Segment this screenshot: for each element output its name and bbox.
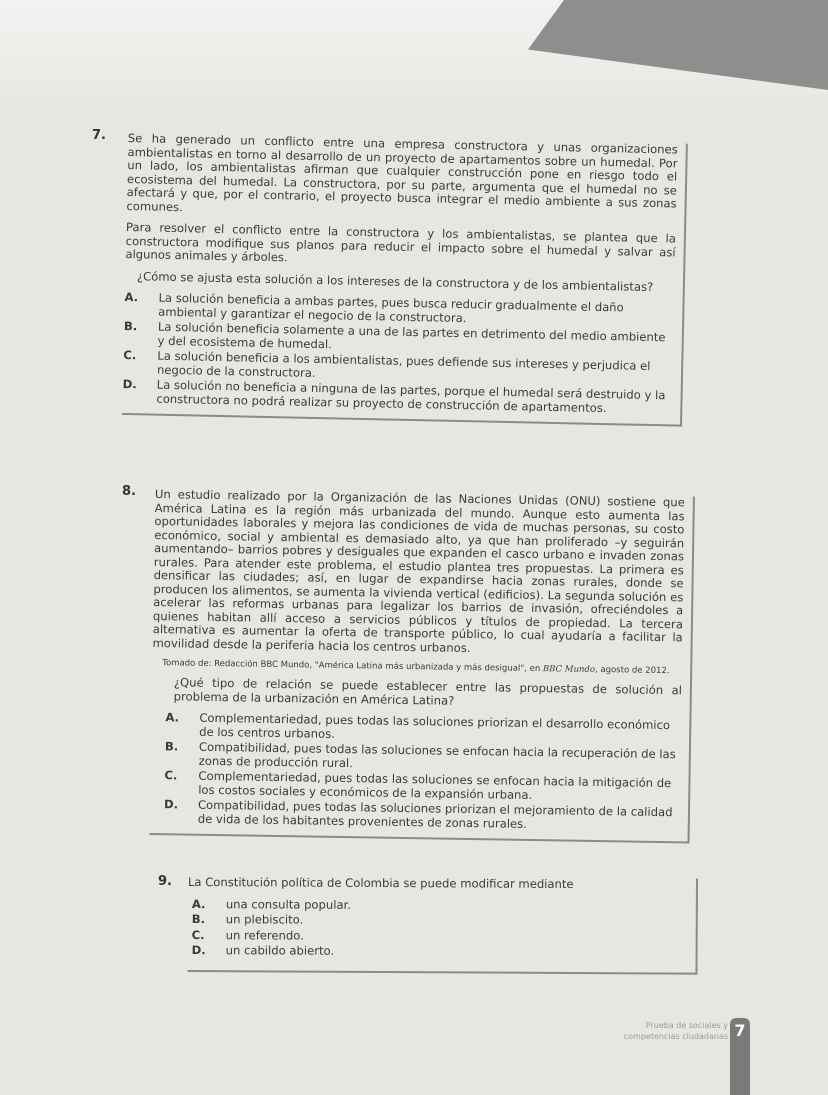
question-9-prompt: La Constitución política de Colombia se puede modificar mediante (187, 875, 574, 892)
option-text: La solución beneficia solamente a una de las partes en detrimento del medio ambiente y del ecosistema de humedal. (157, 319, 666, 351)
option-letter: B. (191, 912, 206, 927)
option-text: Complementariedad, pues todas las soluciones priorizan el desarrollo económico de los centros urbanos. (199, 710, 671, 741)
source-publication: BBC Mundo (542, 664, 596, 675)
question-8-prompt: ¿Qué tipo de relación se puede establecer entre las propuestas de solución al problema de la urbanización en América Latina? (173, 675, 682, 708)
option-text: una consulta popular. (225, 896, 352, 912)
option-letter: A. (124, 289, 139, 305)
question-9 (187, 876, 697, 974)
option-letter: D. (122, 376, 137, 392)
option-letter: D. (163, 797, 179, 812)
option-letter: A. (165, 710, 180, 725)
question-8-paragraph: Un estudio realizado por la Organización de las Naciones Unidas (ONU) sostiene que América Latina es la región más urbanizada del mundo. Aunque esto aumenta las oportunidades laborales y mejora las condiciones de vida de muchas personas, su costo económico, social y ambiental es demasiado alto, ya que han proliferado –y seguirán aumentando– barrios pobres y desiguales que expanden el casco urbano e invaden zonas rurales. Para atender este problema, el estudio plantea tres propuestas. La primera es densificar las ciudades; así, en lugar de expandirse hacia zonas rurales, donde se producen los alimentos, se aumenta la vivienda vertical (edificios). La segunda solución es acelerar las reformas urbanas para legalizar los barrios de invasión, ofreciéndoles a quienes habitan allí acceso a servicios públicos y títulos de propiedad. La tercera alternativa es aumentar la oferta de transporte público, lo cual ayudaría a facilitar la movilidad desde la periferia hacia los centros urbanos. (152, 487, 685, 655)
option-letter: C. (191, 927, 205, 942)
question-7-prompt: ¿Cómo se ajusta esta solución a los intereses de la constructora y de los ambientalistas? (136, 268, 654, 294)
question-7 (122, 132, 688, 427)
question-8 (150, 488, 695, 843)
question-7-paragraph: Para resolver el conflicto entre la constructora y los ambientalistas, se plantea que la constructora modifique sus planos para reducir el impacto sobre el humedal y salvar así algunos animales y árboles. (125, 219, 677, 265)
option-letter: C. (164, 768, 178, 783)
question-7-number: 7. (92, 128, 106, 143)
option-text: La solución beneficia a los ambientalistas, pues defiende sus intereses y perjudica el negocio de la constructora. (156, 348, 651, 380)
question-7-paragraph: Se ha generado un conflicto entre una empresa constructora y unas organizaciones ambientalistas en torno al desarrollo de un proyecto de apartamentos sobre un humedal. Por un lado, los ambientalistas afirman que cualquier construcción pone en riesgo todo el ecosistema del humedal. La constructora, por su parte, argumenta que el humedal no se afectará y que, por el contrario, el proyecto busca integrar el medio ambiente a sus zonas comunes. (126, 131, 678, 214)
question-9-option-c[interactable] (192, 929, 688, 945)
option-text: Compatibilidad, pues todas las soluciones se enfocan hacia la recuperación de las zonas de producción rural. (198, 739, 676, 770)
question-9-option-d[interactable] (192, 944, 688, 960)
page-number: 7 (730, 1018, 750, 1095)
option-letter: C. (123, 347, 137, 363)
footer-line-1: Prueba de sociales y (645, 1021, 728, 1030)
option-text: un cabildo abierto. (225, 943, 335, 958)
option-text: Compatibilidad, pues todas las soluciones priorizan el mejoramiento de la calidad de vida de los habitantes provenientes de zonas rurales. (197, 797, 673, 831)
question-8-option-d[interactable] (164, 798, 680, 833)
option-text: un plebiscito. (225, 912, 304, 927)
option-text: un referendo. (225, 927, 304, 943)
option-letter: B. (123, 318, 138, 334)
option-text: La solución beneficia a ambas partes, pues busca reducir gradualmente el daño ambiental y garantizar el negocio de la constructora. (158, 290, 624, 325)
question-9-number: 9. (158, 874, 172, 889)
question-8-source (162, 658, 682, 676)
footer-line-2: competencias ciudadanas (623, 1032, 728, 1041)
option-letter: B. (164, 739, 179, 754)
option-text: La solución no beneficia a ninguna de las partes, porque el humedal será destruido y la constructora no podrá realizar su proyecto de construcción de apartamentos. (156, 377, 666, 415)
option-letter: A. (191, 896, 206, 911)
option-text: Complementariedad, pues todas las soluciones se enfocan hacia la mitigación de los costos sociales y económicos de la expansión urbana. (198, 768, 672, 802)
question-9-option-a[interactable] (192, 898, 688, 914)
option-letter: D. (191, 943, 206, 958)
source-text: Tomado de: Redacción BBC Mundo, "América Latina más urbanizada y más desigual", en (162, 658, 544, 675)
question-9-option-b[interactable] (192, 913, 688, 929)
footer-title (624, 1020, 728, 1042)
source-date: , agosto de 2012. (594, 664, 670, 677)
question-8-number: 8. (122, 484, 136, 499)
